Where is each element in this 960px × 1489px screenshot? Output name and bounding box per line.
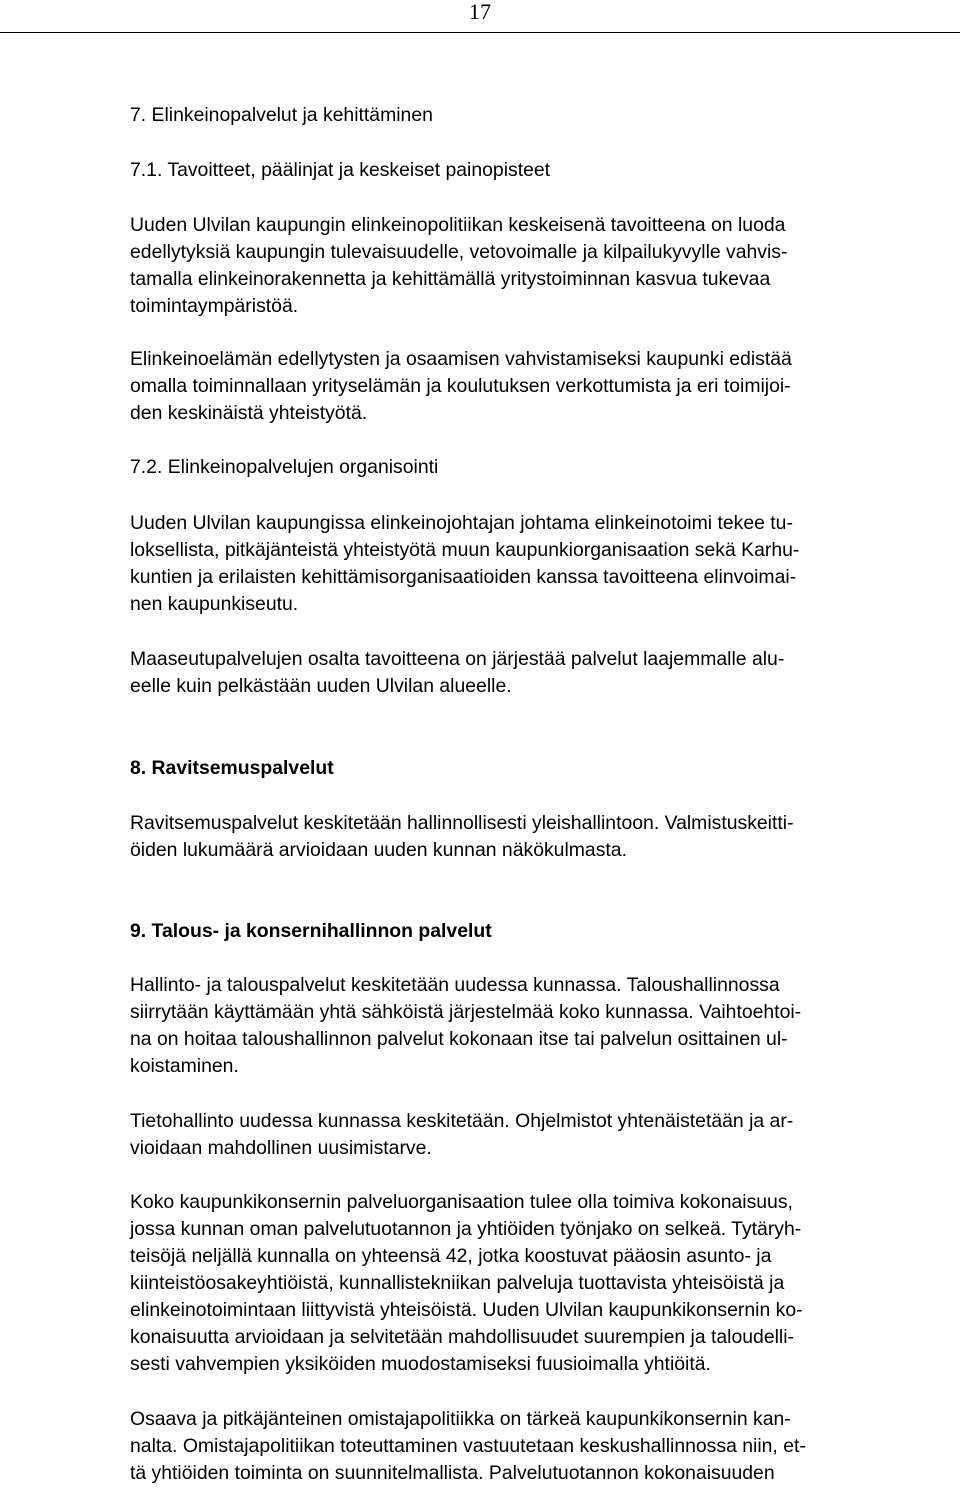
text-line: jossa kunnan oman palvelutuotannon ja yhtiöiden työnjako on selkeä. Tytäryh-: [130, 1218, 802, 1240]
text-line: Osaava ja pitkäjänteinen omistajapolitiikka on tärkeä kaupunkikonsernin kan-: [130, 1408, 791, 1430]
text-line: konaisuutta arvioidaan ja selvitetään mahdollisuudet suurempien ja taloudelli-: [130, 1326, 794, 1348]
text-line: öiden lukumäärä arvioidaan uuden kunnan näkökulmasta.: [130, 839, 627, 861]
text-line: den keskinäistä yhteistyötä.: [130, 402, 368, 424]
paragraph-maaseutupalvelut: [130, 646, 940, 700]
text-line: omalla toiminnallaan yrityselämän ja koulutuksen verkottumista ja eri toimijoi-: [130, 375, 791, 397]
text-line: tä yhtiöiden toiminta on suunnitelmallista. Palvelutuotannon kokonaisuuden: [130, 1462, 775, 1484]
text-line: kiinteistöosakeyhtiöistä, kunnallistekniikan palveluja tuottavista yhteisöistä ja: [130, 1272, 785, 1294]
text-line: siirrytään käyttämään yhtä sähköistä järjestelmää koko kunnassa. Vaihtoehtoi-: [130, 1001, 802, 1023]
text-line: koistaminen.: [130, 1055, 239, 1077]
header-rule: [0, 32, 960, 33]
text-line: edellytyksiä kaupungin tulevaisuudelle, vetovoimalle ja kilpailukyvylle vahvis-: [130, 241, 788, 263]
text-line: Hallinto- ja talouspalvelut keskitetään uudessa kunnassa. Taloushallinnossa: [130, 974, 780, 996]
text-line: sesti vahvempien yksiköiden muodostamiseksi fuusioimalla yhtiöitä.: [130, 1353, 711, 1375]
page-number: 17: [469, 0, 491, 24]
text-line: nen kaupunkiseutu.: [130, 593, 299, 615]
text-line: eelle kuin pelkästään uuden Ulvilan alueelle.: [130, 675, 512, 697]
text-line: kuntien ja erilaisten kehittämisorganisaatioiden kanssa tavoitteena elinvoimai-: [130, 566, 797, 588]
text-line: loksellista, pitkäjänteistä yhteistyötä muun kaupunkiorganisaation sekä Karhu-: [130, 539, 800, 561]
text-line: toimintaympäristöä.: [130, 295, 299, 317]
paragraph-elinkeinotoimi: [130, 510, 940, 618]
text-line: vioidaan mahdollinen uusimistarve.: [130, 1137, 432, 1159]
text-line: Koko kaupunkikonsernin palveluorganisaation tulee olla toimiva kokonaisuus,: [130, 1191, 793, 1213]
paragraph-omistajapolitiikka: [130, 1406, 940, 1487]
text-line: Elinkeinoelämän edellytysten ja osaamisen vahvistamiseksi kaupunki edistää: [130, 348, 792, 370]
section-heading-8: 8. Ravitsemuspalvelut: [130, 757, 334, 779]
section-heading-7-2: 7.2. Elinkeinopalvelujen organisointi: [130, 456, 439, 478]
text-line: na on hoitaa taloushallinnon palvelut kokonaan itse tai palvelun osittainen ul-: [130, 1028, 788, 1050]
text-line: Uuden Ulvilan kaupungissa elinkeinojohtajan johtama elinkeinotoimi tekee tu-: [130, 512, 793, 534]
text-line: tamalla elinkeinorakennetta ja kehittämällä yritystoiminnan kasvua tukevaa: [130, 268, 771, 290]
paragraph-tietohallinto: [130, 1108, 940, 1162]
paragraph-ravitsemuspalvelut: [130, 810, 940, 864]
text-line: Uuden Ulvilan kaupungin elinkeinopolitiikan keskeisenä tavoitteena on luoda: [130, 214, 786, 236]
text-line: nalta. Omistajapolitiikan toteuttaminen vastuutetaan keskushallinnossa niin, et-: [130, 1435, 806, 1457]
paragraph-elinkeinoelama: [130, 346, 940, 427]
section-heading-7-1: 7.1. Tavoitteet, päälinjat ja keskeiset painopisteet: [130, 159, 551, 181]
text-line: teisöjä neljällä kunnalla on yhteensä 42, jotka koostuvat pääosin asunto- ja: [130, 1245, 772, 1267]
paragraph-elinkeinopolitiikka: [130, 212, 940, 320]
text-line: Ravitsemuspalvelut keskitetään hallinnollisesti yleishallintoon. Valmistuskeitti-: [130, 812, 794, 834]
text-line: Tietohallinto uudessa kunnassa keskitetään. Ohjelmistot yhtenäistetään ja ar-: [130, 1110, 794, 1132]
text-line: Maaseutupalvelujen osalta tavoitteena on järjestää palvelut laajemmalle alu-: [130, 648, 785, 670]
paragraph-talouspalvelut: [130, 972, 940, 1080]
paragraph-kaupunkikonserni: [130, 1189, 940, 1378]
section-heading-9: 9. Talous- ja konsernihallinnon palvelut: [130, 920, 492, 942]
section-heading-7: 7. Elinkeinopalvelut ja kehittäminen: [130, 104, 433, 126]
text-line: elinkeinotoimintaan liittyvistä yhteisöistä. Uuden Ulvilan kaupunkikonsernin ko-: [130, 1299, 803, 1321]
